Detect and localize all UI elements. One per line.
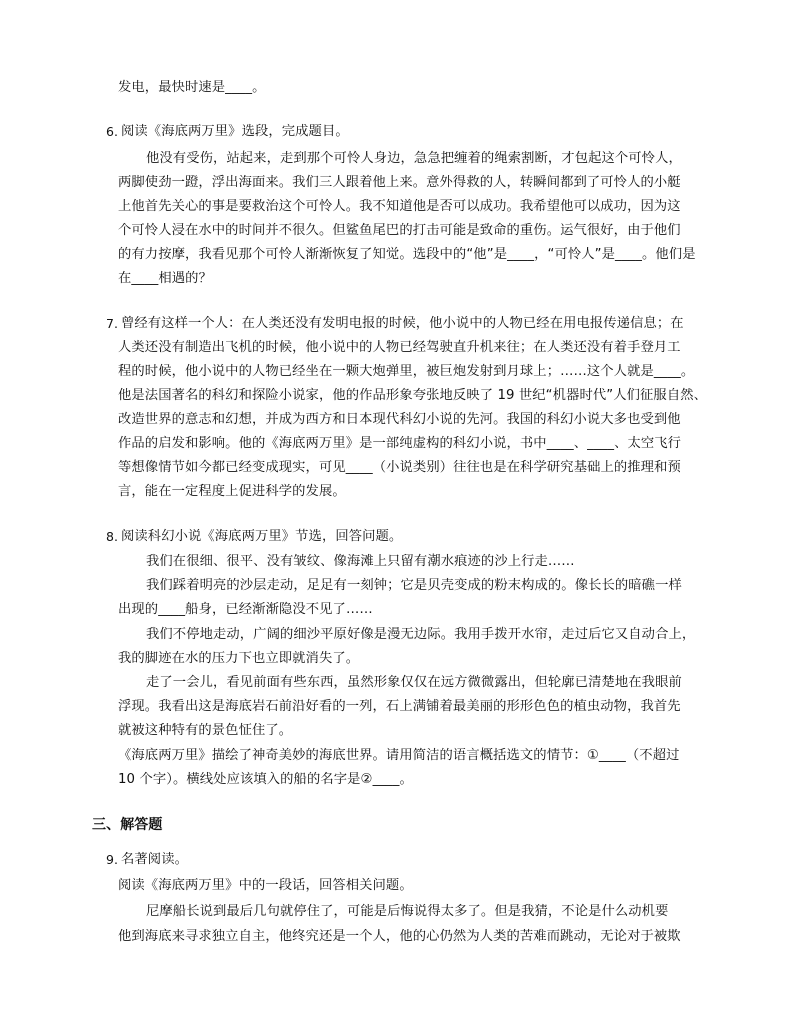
q9-prompt: 名著阅读。 bbox=[121, 852, 188, 867]
q7-line: 他是法国著名的科幻和探险小说家，他的作品形象夸张地反映了 19 世纪“机器时代”人们征服自然、 bbox=[118, 388, 708, 403]
q6-line: 个可怜人浸在水中的时间并不很久。但鲨鱼尾巴的打击可能是致命的重伤。运气很好，由于他们 bbox=[118, 223, 681, 238]
q7-line: 曾经有这样一个人：在人类还没有发明电报的时候，他小说中的人物已经在用电报传递信息；在 bbox=[121, 316, 684, 331]
q8-line: 浮现。我看出这是海底岩石前沿好看的一列，石上满铺着最美丽的形形色色的植虫动物，我首先 bbox=[118, 699, 681, 714]
q6-line: 的有力按摩，我看见那个可怜人渐渐恢复了知觉。选段中的“他”是____，“可怜人”是____。他们是 bbox=[118, 247, 696, 262]
q9-line: 尼摩船长说到最后几句就停住了，可能是后悔说得太多了。但是我猜，不论是什么动机要 bbox=[146, 904, 669, 919]
q8-line: 就被这种特有的景色怔住了。 bbox=[118, 723, 293, 738]
q8-prompt: 阅读科幻小说《海底两万里》节选，回答问题。 bbox=[121, 529, 403, 544]
q7-line: 言，能在一定程度上促进科学的发展。 bbox=[118, 484, 346, 499]
q9-line: 他到海底来寻求独立自主，他终究还是一个人，他的心仍然为人类的苦难而跳动，无论对于被欺 bbox=[118, 929, 681, 944]
q9-line: 阅读《海底两万里》中的一段话，回答相关问题。 bbox=[118, 878, 413, 893]
q6-line: 他没有受伤，站起来，走到那个可怜人身边，急急把缠着的绳索割断，才包起这个可怜人， bbox=[146, 151, 682, 166]
q8-line: 我们不停地走动，广阔的细沙平原好像是漫无边际。我用手拨开水帘，走过后它又自动合上， bbox=[146, 627, 696, 642]
q8-line: 我的脚迹在水的压力下也立即就消失了。 bbox=[118, 651, 360, 666]
q7-line: 作品的启发和影响。他的《海底两万里》是一部纯虚构的科幻小说，书中____、____、太空飞行 bbox=[118, 436, 682, 451]
q8-line: 出现的____船身，已经渐渐隐没不见了…… bbox=[118, 602, 373, 617]
q8-line: 我们在很细、很平、没有皱纹、像海滩上只留有潮水痕迹的沙上行走…… bbox=[146, 554, 575, 569]
q7-line: 人类还没有制造出飞机的时候，他小说中的人物已经驾驶直升机来往；在人类还没有着手登月工 bbox=[118, 340, 681, 355]
q7-line: 改造世界的意志和幻想，并成为西方和日本现代科幻小说的先河。我国的科幻小说大多也受到他 bbox=[118, 412, 681, 427]
top-fragment: 发电，最快时速是____。 bbox=[118, 80, 266, 95]
q9-number: 9. bbox=[106, 852, 119, 867]
q8-line: 10 个字）。横线处应该填入的船的名字是②____。 bbox=[118, 772, 413, 787]
q8-line: 我们踩着明亮的沙层走动，足足有一刻钟；它是贝壳变成的粉末构成的。像长长的暗礁一样 bbox=[146, 578, 682, 593]
q7-line: 程的时候，他小说中的人物已经坐在一颗大炮弹里，被巨炮发射到月球上；……这个人就是____。 bbox=[118, 364, 695, 379]
q6-number: 6. bbox=[106, 124, 119, 139]
q6-line: 在____相遇的？ bbox=[118, 271, 212, 286]
q7-line: 等想像情节如今都已经变成现实，可见____（小说类别）往往也是在科学研究基础上的推理和预 bbox=[118, 460, 681, 475]
q8-line: 《海底两万里》描绘了神奇美妙的海底世界。请用简洁的语言概括选文的情节：①____（不超过 bbox=[118, 748, 680, 763]
q6-prompt: 阅读《海底两万里》选段，完成题目。 bbox=[121, 124, 349, 139]
section-title: 三、解答题 bbox=[92, 817, 163, 833]
q8-number: 8. bbox=[106, 529, 119, 544]
q6-line: 上他首先关心的事是要救治这个可怜人。我不知道他是否可以成功。我希望他可以成功，因为这 bbox=[118, 199, 681, 214]
q6-line: 两脚使劲一蹬，浮出海面来。我们三人跟着他上来。意外得救的人，转瞬间都到了可怜人的小艇 bbox=[118, 175, 681, 190]
q7-number: 7. bbox=[106, 316, 119, 331]
q8-line: 走了一会儿，看见前面有些东西，虽然形象仅仅在远方微微露出，但轮廓已清楚地在我眼前 bbox=[146, 675, 682, 690]
